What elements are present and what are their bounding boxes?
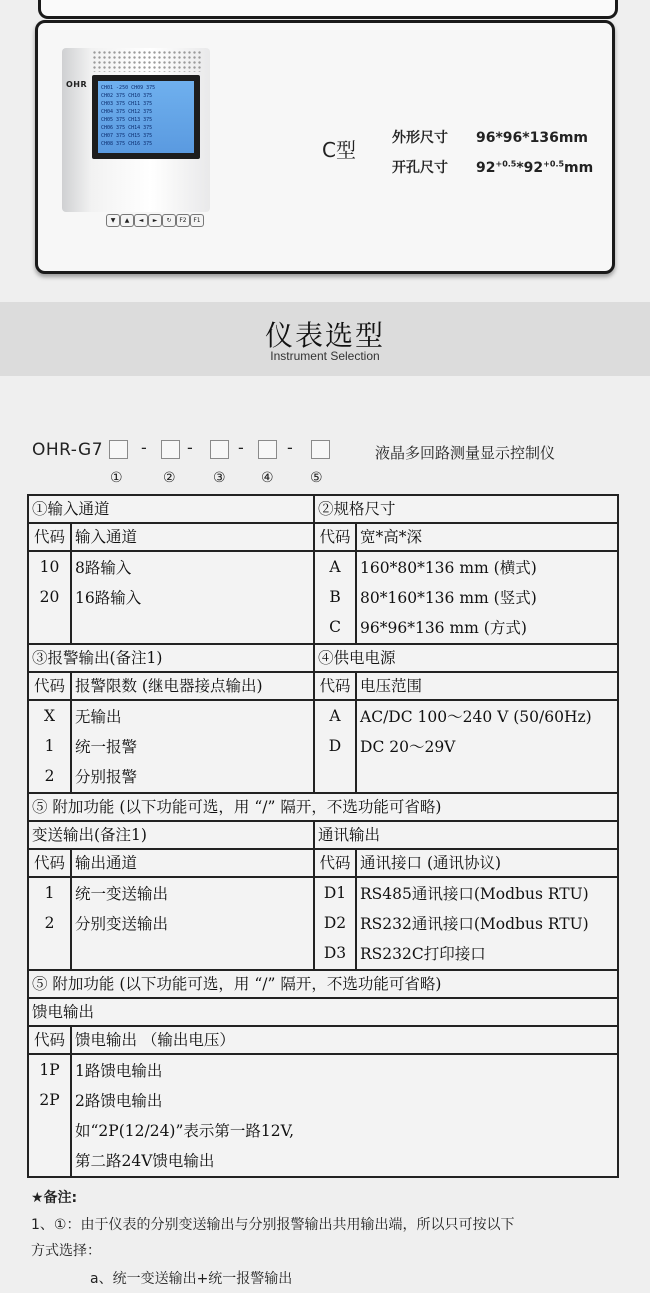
section-title: 通讯输出	[314, 821, 618, 849]
key-f1: F1	[190, 214, 204, 227]
item-cell	[356, 877, 618, 970]
section-title: ④供电电源	[314, 644, 618, 672]
section-title: ③报警输出(备注1)	[28, 644, 314, 672]
model-dash: -	[287, 438, 293, 457]
model-code	[32, 438, 632, 464]
model-prefix: OHR-G7	[32, 440, 104, 460]
model-description: 液晶多回路测量显示控制仪	[375, 444, 556, 462]
code-header: 代码	[28, 672, 71, 700]
top-strip	[38, 0, 618, 19]
item-value: RS232通讯接口(Modbus RTU)	[360, 915, 589, 933]
position-number: ④	[261, 470, 274, 486]
code-value: 1	[44, 737, 55, 755]
code-value: X	[43, 707, 56, 725]
item-cell	[356, 551, 618, 644]
code-value: 20	[39, 588, 60, 606]
item-value: 分别报警	[75, 768, 138, 786]
cutout-width: 92	[476, 160, 496, 176]
item-value: 160*80*136 mm (横式)	[360, 559, 537, 577]
code-cell	[28, 1054, 71, 1177]
cutout-label: 开孔尺寸	[392, 160, 448, 176]
code-box-2	[161, 440, 180, 459]
code-header: 代码	[28, 1026, 71, 1054]
section-title: ①输入通道	[28, 495, 314, 523]
code-cell	[28, 700, 71, 793]
item-value: AC/DC 100～240 V (50/60Hz)	[360, 708, 592, 726]
item-value: 96*96*136 mm (方式)	[360, 619, 527, 637]
cutout-height: *92	[516, 160, 544, 176]
table-row	[28, 523, 618, 551]
key-cycle-icon: ↻	[162, 214, 176, 227]
item-cell	[356, 700, 618, 793]
item-value: 8路输入	[75, 559, 132, 577]
cutout-tolerance: +0.5	[495, 159, 517, 169]
column-header: 电压范围	[356, 672, 618, 700]
cutout-spec	[392, 157, 593, 177]
model-dash: -	[141, 438, 147, 457]
item-value: 2路馈电输出	[75, 1092, 163, 1110]
code-value: 2P	[39, 1091, 60, 1109]
screen-line: CH06 375 CH14 375	[101, 125, 153, 131]
code-value: C	[329, 618, 341, 636]
code-cell	[314, 877, 356, 970]
item-value: 第二路24V馈电输出	[75, 1152, 215, 1170]
code-value: 2	[44, 914, 55, 932]
screen-line: CH02 375 CH10 375	[101, 93, 153, 99]
item-value: RS485通讯接口(Modbus RTU)	[360, 885, 589, 903]
table-row	[28, 672, 618, 700]
table-row	[28, 849, 618, 877]
section-title: ②规格尺寸	[314, 495, 618, 523]
code-value: D2	[323, 914, 347, 932]
code-box-5	[311, 440, 330, 459]
heading-subtitle: Instrument Selection	[270, 349, 380, 363]
position-number: ②	[163, 470, 176, 486]
item-value: 统一变送输出	[75, 885, 169, 903]
screen-line: CH04 375 CH12 375	[101, 109, 153, 115]
key-f2: F2	[176, 214, 190, 227]
item-cell	[71, 1054, 618, 1177]
item-value: 如“2P(12/24)”表示第一路12V,	[75, 1122, 295, 1140]
item-value: RS232C打印接口	[360, 945, 486, 963]
item-value: DC 20～29V	[360, 738, 456, 756]
code-header: 代码	[28, 849, 71, 877]
meter-keys	[106, 214, 202, 228]
meter-logo: OHR	[66, 80, 88, 89]
table-row	[28, 495, 618, 523]
code-value: 10	[39, 558, 60, 576]
position-number: ③	[213, 470, 226, 486]
key-left-icon: ◄	[134, 214, 148, 227]
code-box-3	[210, 440, 229, 459]
table-row	[28, 1026, 618, 1054]
item-cell	[71, 877, 314, 970]
column-header: 通讯接口 (通讯协议)	[356, 849, 618, 877]
table-row	[28, 700, 618, 793]
screen-line: CH03 375 CH11 375	[101, 101, 153, 107]
table-row	[28, 1054, 618, 1177]
section-title: ⑤ 附加功能 (以下功能可选，用 “/” 隔开，不选功能可省略)	[28, 793, 618, 821]
cutout-tolerance: +0.5	[543, 159, 565, 169]
note-item: a、统一变送输出+统一报警输出	[90, 1271, 293, 1287]
table-row	[28, 970, 618, 998]
code-cell	[28, 551, 71, 644]
model-dash: -	[187, 438, 193, 457]
column-header: 输出通道	[71, 849, 314, 877]
code-value: 1	[44, 884, 55, 902]
section-title: 馈电输出	[28, 998, 618, 1026]
outer-size-label: 外形尺寸	[392, 130, 448, 146]
item-value: 分别变送输出	[75, 915, 169, 933]
code-value: A	[329, 558, 341, 576]
code-box-4	[258, 440, 277, 459]
table-row	[28, 877, 618, 970]
code-header: 代码	[314, 523, 356, 551]
code-value: 2	[44, 767, 55, 785]
meter-image	[62, 48, 210, 224]
outer-size-value: 96*96*136mm	[476, 130, 589, 146]
notes-title: ★备注:	[31, 1190, 78, 1206]
code-value: A	[329, 707, 341, 725]
code-cell	[314, 551, 356, 644]
screen-line: CH01 -250 CH09 375	[101, 85, 156, 91]
item-cell	[71, 700, 314, 793]
item-cell	[71, 551, 314, 644]
model-dash: -	[238, 438, 244, 457]
meter-vents	[92, 50, 202, 72]
code-value: B	[329, 588, 341, 606]
code-value: D1	[323, 884, 347, 902]
cutout-unit: mm	[564, 160, 594, 176]
column-header: 宽*高*深	[356, 523, 618, 551]
screen-line: CH05 375 CH13 375	[101, 117, 153, 123]
item-value: 80*160*136 mm (竖式)	[360, 589, 537, 607]
type-label: C型	[322, 138, 356, 162]
position-number: ①	[110, 470, 123, 486]
section-title: ⑤ 附加功能 (以下功能可选，用 “/” 隔开，不选功能可省略)	[28, 970, 618, 998]
code-header: 代码	[28, 523, 71, 551]
table-row	[28, 821, 618, 849]
table-row	[28, 793, 618, 821]
code-cell	[314, 700, 356, 793]
note-line: 1、①：由于仪表的分别变送输出与分别报警输出共用输出端，所以只可按以下	[31, 1217, 515, 1233]
code-header: 代码	[314, 849, 356, 877]
item-value: 16路输入	[75, 589, 142, 607]
code-box-1	[109, 440, 128, 459]
section-title: 变送输出(备注1)	[28, 821, 314, 849]
key-down-icon: ▼	[106, 214, 120, 227]
meter-screen	[98, 81, 194, 153]
item-value: 统一报警	[75, 738, 138, 756]
key-up-icon: ▲	[120, 214, 134, 227]
table-row	[28, 551, 618, 644]
table-row	[28, 644, 618, 672]
item-value: 1路馈电输出	[75, 1062, 163, 1080]
screen-line: CH08 375 CH16 375	[101, 141, 153, 147]
column-header: 馈电输出 （输出电压）	[71, 1026, 618, 1054]
note-line: 方式选择：	[31, 1243, 101, 1259]
selection-table	[27, 494, 619, 1178]
heading-title: 仪表选型	[264, 319, 385, 352]
section-heading	[0, 302, 650, 376]
column-header: 输入通道	[71, 523, 314, 551]
code-cell	[28, 877, 71, 970]
key-right-icon: ►	[148, 214, 162, 227]
code-header: 代码	[314, 672, 356, 700]
item-value: 无输出	[75, 708, 122, 726]
position-number: ⑤	[310, 470, 323, 486]
code-value: D	[328, 737, 342, 755]
screen-line: CH07 375 CH15 375	[101, 133, 153, 139]
table-row	[28, 998, 618, 1026]
code-value: D3	[323, 944, 347, 962]
code-value: 1P	[39, 1061, 60, 1079]
outer-size-spec	[392, 127, 588, 147]
column-header: 报警限数 (继电器接点输出)	[71, 672, 314, 700]
